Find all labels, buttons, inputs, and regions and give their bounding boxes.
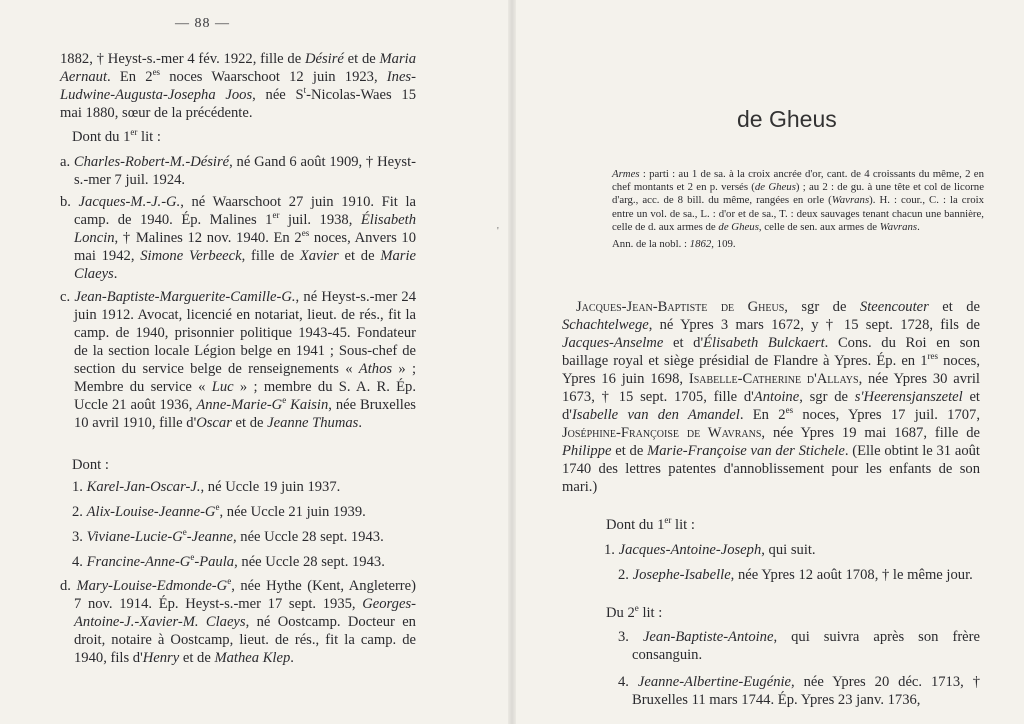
dont-second-marriage: Du 2e lit : [606, 603, 663, 621]
entry-d: d. Mary-$Louise-Edmonde-G^e$, née Hythe (Kent, Angleterre) 7 nov. 1914. Ép. Heyst-s.-mer 17 sept. 1935, Georges-Antoine-J.-Xavier-M. Claeys, né Oostcamp. Docteur en droit, notaire à Oostcamp, lieut. de rés., fit la camp. de 1940, fils d'Henry et de Mathea Klep. [60, 576, 417, 666]
intro-paragraph: 1882, † Heyst-s.-mer 4 fév. 1922, fille de Désiré et de Maria Aernaut. En $2^{es}$ noces Waarschoot 12 juin 1923, Ines-Ludwine-Augusta-Josepha Joos, née $S^t-Nicolas$-Waes 15 mai 1880, sœur de la précédente. [60, 51, 416, 121]
annuaire-reference: Ann. de la nobl. : 1862, 109. [612, 238, 736, 251]
coat-of-arms-description: Armes : parti : au 1 de sa. à la croix ancrée d'or, cant. de 4 croissants du même, 2 en chef montants et 2 en p. versés (de Gheus) ; au 2 : de gu. à une tête et col de licorne d'arg., acc. de 8 bill. du même, rangées en orle (Wavrans). H. : cour., C. : la croix entre un vol. de sa., L. : d'or et de sa., T. : deux sauvages tenant chacun une bannière, celle de d. aux armes de de Gheus, celle de sen. aux armes de Wavrans. Ann. de la nobl. : 1862, 109. [612, 168, 984, 251]
right-page [512, 0, 1024, 724]
child-1: 1. Karel-Jan-Oscar-J., né Uccle 19 juin 1937. [72, 479, 341, 495]
right-child-4: 4. Jeanne-Albertine-Eugénie, née Ypres 20 déc. 1713, † Bruxelles 11 mars 1744. Ép. Ypres 23 janv. 1736, [618, 674, 981, 708]
main-paragraph: Jacques-Jean-Baptiste de Gheus, sgr de Steencouter et de Schachtelwege, né Ypres 3 mars 1672, y † 15 sept. 1728, fils de Jacques-Anselme et d'Élisabeth Bulckaert. Cons. du Roi en son baillage royal et siège présidial de Flandre à Ypres. Ép. en 1res noces, Ypres 16 juin 1698, Isabelle-Catherine d'Allays, née Ypres 30 avril 1673, † 15 sept. 1705, fille d'Antoine, sgr de s'Heerensjanszetel et d'Isabelle van den Amandel. En $2^{es}$ noces, Ypres 17 juil. 1707, Joséphine-Françoise de Wavrans, née Ypres 19 mai 1687, fille de Philippe et de Marie-Françoise van der Stichele. (Elle obtint le 31 août 1740 des lettres patentes d'annoblissement pour les enfants de son mari.) [562, 299, 980, 495]
dont-first-marriage-right: Dont du 1er lit : [606, 515, 695, 533]
child-4: 4. Francine-$Anne-G^e$-Paula, née Uccle 28 sept. 1943. [72, 552, 385, 570]
entry-c: c. Jean-Baptiste-Marguerite-Camille-G., né Heyst-s.-mer 24 juin 1912. Avocat, licencié en notariat, lieut. de rés., fit la camp. de 1940, prisonnier politique 1943-45. Fondateur de la section locale Légion belge en 1941 ; Sous-chef de section du service belge de renseignements « Athos » ; Membre du service « Luc » ; membre du S. A. R. Ép. Uccle 21 août 1936, Anne-$Marie-G^e$ Kaisin, née Bruxelles 10 avril 1910, fille d'Oscar et de Jeanne Thumas. [60, 289, 417, 431]
child-3: 3. Viviane-$Lucie-G^e$-Jeanne, née Uccle 28 sept. 1943. [72, 527, 384, 545]
page-number: — 88 — [175, 16, 230, 31]
dont-first-marriage: Dont du 1er lit : [72, 127, 161, 145]
dont-children: Dont : [72, 457, 109, 473]
right-child-2: 2. Josephe-Isabelle, née Ypres 12 août 1708, † le même jour. [618, 567, 973, 583]
entry-b: b. Jacques-M.-J.-G., né Waarschoot 27 juin 1910. Fit la camp. de 1940. Ép. Malines 1er juil. 1938, Élisabeth Loncin, † Malines 12 nov. 1940. En $2^{es}$ noces, Anvers 10 mai 1942, Simone Verbeeck, fille de Xavier et de Marie Claeys. [60, 194, 417, 282]
right-child-3: 3. Jean-Baptiste-Antoine, qui suivra après son frère consanguin. [618, 629, 980, 663]
family-title: de Gheus [737, 106, 837, 132]
entry-a: a. Charles-Robert-M.-Désiré, né Gand 6 août 1909, † Heyst-s.-mer 7 juil. 1924. [60, 154, 416, 188]
child-2: 2. Alix-$Louise-Jeanne-G^e$, née Uccle 21 juin 1939. [72, 502, 366, 520]
right-child-1: 1. Jacques-Antoine-Joseph, qui suit. [604, 542, 816, 558]
gutter-mark: ' [497, 226, 499, 237]
